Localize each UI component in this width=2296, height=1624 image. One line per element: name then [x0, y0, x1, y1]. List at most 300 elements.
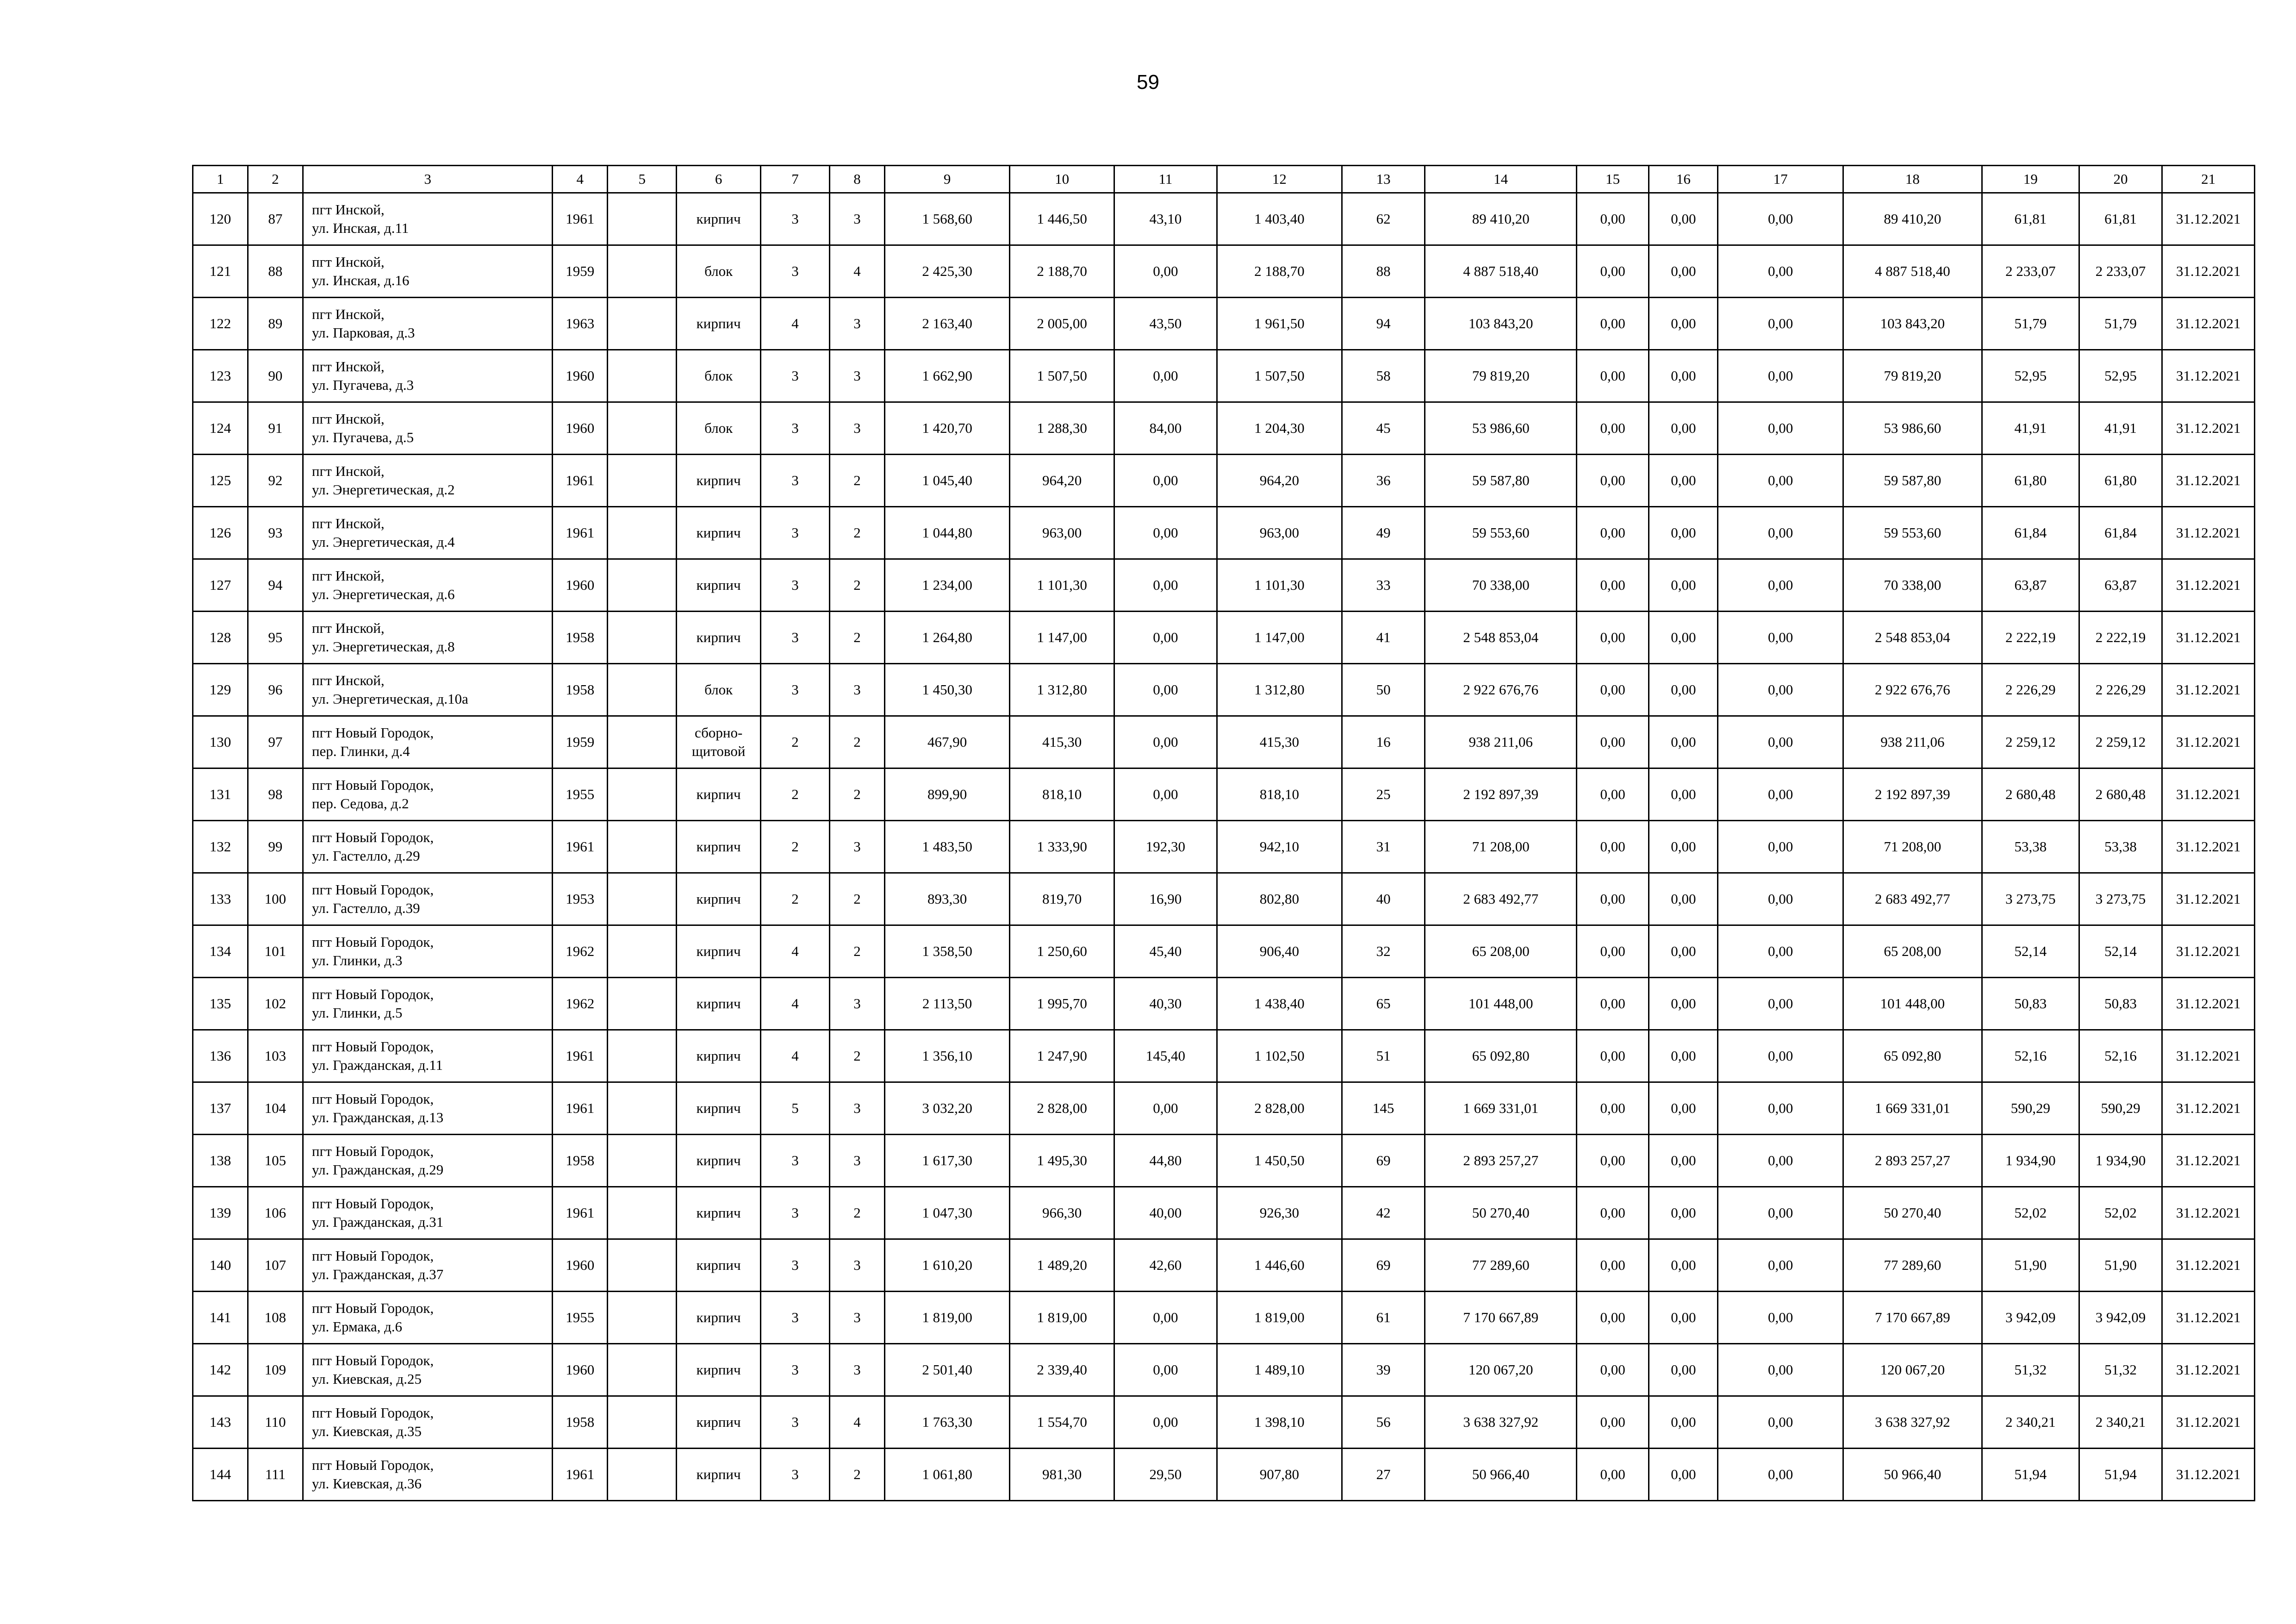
column-number-header: 15	[1577, 166, 1649, 193]
living-area-cell: 415,30	[1010, 716, 1114, 768]
rate-cell: 53,38	[1982, 821, 2079, 873]
date-cell: 31.12.2021	[2162, 716, 2255, 768]
material-line: блок	[704, 681, 733, 698]
area-cell: 0,00	[1114, 1082, 1217, 1135]
floors-cell: 3	[760, 1292, 829, 1344]
material-line: кирпич	[696, 1205, 741, 1221]
amount-cell: 1 669 331,01	[1843, 1082, 1982, 1135]
rate-cell: 51,79	[2079, 298, 2162, 350]
amount-cell: 0,00	[1577, 1082, 1649, 1135]
residents-cell: 39	[1342, 1344, 1425, 1396]
row-number-cell: 122	[193, 298, 248, 350]
total-area-cell: 1 047,30	[885, 1187, 1010, 1239]
rate-cell: 1 934,90	[1982, 1135, 2079, 1187]
year-built-cell: 1960	[553, 559, 608, 612]
area-cell: 40,00	[1114, 1187, 1217, 1239]
amount-cell: 2 548 853,04	[1425, 612, 1577, 664]
address-cell	[303, 821, 552, 873]
column-number-header: 1	[193, 166, 248, 193]
amount-cell: 0,00	[1577, 1239, 1649, 1292]
year-built-cell: 1958	[553, 1135, 608, 1187]
row-number-cell: 129	[193, 664, 248, 716]
wall-material-cell	[677, 350, 760, 402]
address-line: пер. Седова, д.2	[311, 795, 409, 812]
house-id-cell: 98	[248, 768, 303, 821]
entrances-cell: 3	[830, 298, 885, 350]
amount-cell: 0,00	[1649, 350, 1718, 402]
rate-cell: 52,95	[2079, 350, 2162, 402]
amount-cell: 77 289,60	[1425, 1239, 1577, 1292]
row-number-cell: 133	[193, 873, 248, 925]
rate-cell: 2 259,12	[1982, 716, 2079, 768]
amount-cell: 0,00	[1649, 193, 1718, 245]
wall-material-cell	[677, 1449, 760, 1501]
amount-cell: 0,00	[1649, 1292, 1718, 1344]
amount-cell: 1 669 331,01	[1425, 1082, 1577, 1135]
rate-cell: 61,84	[1982, 507, 2079, 559]
total-area-cell: 2 163,40	[885, 298, 1010, 350]
amount-cell: 0,00	[1718, 245, 1843, 298]
house-id-cell: 90	[248, 350, 303, 402]
house-id-cell: 107	[248, 1239, 303, 1292]
address-cell	[303, 455, 552, 507]
address-line: ул. Гражданская, д.11	[311, 1057, 443, 1073]
amount-cell: 70 338,00	[1425, 559, 1577, 612]
address-line: ул. Глинки, д.5	[311, 1005, 403, 1021]
floors-cell: 3	[760, 559, 829, 612]
wall-material-cell	[677, 925, 760, 978]
year-built-cell: 1960	[553, 1239, 608, 1292]
empty-cell	[608, 507, 677, 559]
rate-cell: 590,29	[1982, 1082, 2079, 1135]
table-row	[193, 507, 2255, 559]
address-line: ул. Гастелло, д.39	[311, 900, 420, 916]
house-id-cell: 105	[248, 1135, 303, 1187]
floors-cell: 4	[760, 978, 829, 1030]
address-line: ул. Инская, д.11	[311, 220, 409, 236]
address-line: ул. Гражданская, д.31	[311, 1214, 444, 1230]
address-cell	[303, 1239, 552, 1292]
table-row	[193, 455, 2255, 507]
residents-cell: 56	[1342, 1396, 1425, 1449]
wall-material-cell	[677, 716, 760, 768]
address-line: пгт Новый Городок,	[311, 881, 434, 898]
year-built-cell: 1958	[553, 664, 608, 716]
total-area-cell: 1 450,30	[885, 664, 1010, 716]
address-line: пгт Новый Городок,	[311, 1457, 434, 1473]
address-cell	[303, 559, 552, 612]
amount-cell: 0,00	[1577, 1344, 1649, 1396]
area-cell: 0,00	[1114, 1292, 1217, 1344]
table-row	[193, 193, 2255, 245]
total-area-cell: 1 264,80	[885, 612, 1010, 664]
amount-cell: 0,00	[1649, 1239, 1718, 1292]
rate-cell: 590,29	[2079, 1082, 2162, 1135]
row-number-cell: 128	[193, 612, 248, 664]
amount-cell: 0,00	[1718, 612, 1843, 664]
column-number-header: 13	[1342, 166, 1425, 193]
address-line: ул. Ермака, д.6	[311, 1318, 403, 1335]
amount-cell: 2 192 897,39	[1843, 768, 1982, 821]
year-built-cell: 1953	[553, 873, 608, 925]
rate-cell: 61,84	[2079, 507, 2162, 559]
wall-material-cell	[677, 1135, 760, 1187]
floors-cell: 2	[760, 821, 829, 873]
amount-cell: 0,00	[1577, 1187, 1649, 1239]
date-cell: 31.12.2021	[2162, 925, 2255, 978]
residents-cell: 31	[1342, 821, 1425, 873]
living-area-cell: 1 507,50	[1010, 350, 1114, 402]
amount-cell: 0,00	[1577, 821, 1649, 873]
row-number-cell: 121	[193, 245, 248, 298]
address-line: пгт Инской,	[311, 568, 385, 584]
area-cell: 1 147,00	[1217, 612, 1342, 664]
rate-cell: 51,79	[1982, 298, 2079, 350]
address-cell	[303, 1449, 552, 1501]
amount-cell: 59 587,80	[1425, 455, 1577, 507]
address-cell	[303, 1030, 552, 1082]
entrances-cell: 3	[830, 1292, 885, 1344]
residents-cell: 49	[1342, 507, 1425, 559]
residents-cell: 94	[1342, 298, 1425, 350]
living-area-cell: 1 247,90	[1010, 1030, 1114, 1082]
table-row	[193, 873, 2255, 925]
rate-cell: 63,87	[1982, 559, 2079, 612]
living-area-cell: 1 101,30	[1010, 559, 1114, 612]
address-line: пгт Новый Городок,	[311, 1248, 434, 1264]
column-number-header: 16	[1649, 166, 1718, 193]
area-cell: 1 204,30	[1217, 402, 1342, 455]
area-cell: 44,80	[1114, 1135, 1217, 1187]
entrances-cell: 3	[830, 193, 885, 245]
row-number-cell: 130	[193, 716, 248, 768]
row-number-cell: 141	[193, 1292, 248, 1344]
material-line: кирпич	[696, 1309, 741, 1325]
amount-cell: 0,00	[1718, 821, 1843, 873]
amount-cell: 0,00	[1649, 925, 1718, 978]
address-cell	[303, 925, 552, 978]
amount-cell: 2 922 676,76	[1425, 664, 1577, 716]
table-row	[193, 559, 2255, 612]
rate-cell: 41,91	[2079, 402, 2162, 455]
table-row	[193, 1344, 2255, 1396]
rate-cell: 3 942,09	[2079, 1292, 2162, 1344]
address-line: ул. Энергетическая, д.8	[311, 638, 455, 655]
amount-cell: 2 893 257,27	[1843, 1135, 1982, 1187]
date-cell: 31.12.2021	[2162, 350, 2255, 402]
address-line: ул. Парковая, д.3	[311, 325, 415, 341]
column-number-header: 18	[1843, 166, 1982, 193]
amount-cell: 0,00	[1718, 1135, 1843, 1187]
rate-cell: 2 226,29	[1982, 664, 2079, 716]
row-number-cell: 131	[193, 768, 248, 821]
living-area-cell: 2 828,00	[1010, 1082, 1114, 1135]
amount-cell: 0,00	[1577, 1030, 1649, 1082]
amount-cell: 0,00	[1577, 716, 1649, 768]
amount-cell: 0,00	[1649, 1449, 1718, 1501]
material-line: кирпич	[696, 1362, 741, 1378]
row-number-cell: 132	[193, 821, 248, 873]
table-row	[193, 1239, 2255, 1292]
floors-cell: 3	[760, 1239, 829, 1292]
empty-cell	[608, 664, 677, 716]
wall-material-cell	[677, 1396, 760, 1449]
wall-material-cell	[677, 1239, 760, 1292]
table-row	[193, 298, 2255, 350]
year-built-cell: 1961	[553, 1082, 608, 1135]
area-cell: 16,90	[1114, 873, 1217, 925]
amount-cell: 0,00	[1577, 1292, 1649, 1344]
area-cell: 1 102,50	[1217, 1030, 1342, 1082]
date-cell: 31.12.2021	[2162, 455, 2255, 507]
address-line: пгт Новый Городок,	[311, 1143, 434, 1159]
amount-cell: 59 553,60	[1425, 507, 1577, 559]
total-area-cell: 2 501,40	[885, 1344, 1010, 1396]
wall-material-cell	[677, 402, 760, 455]
column-number-header: 7	[760, 166, 829, 193]
living-area-cell: 1 288,30	[1010, 402, 1114, 455]
amount-cell: 938 211,06	[1843, 716, 1982, 768]
floors-cell: 3	[760, 1396, 829, 1449]
material-line: кирпич	[696, 943, 741, 959]
empty-cell	[608, 1135, 677, 1187]
residents-cell: 50	[1342, 664, 1425, 716]
table-body	[193, 193, 2255, 1501]
row-number-cell: 123	[193, 350, 248, 402]
house-id-cell: 109	[248, 1344, 303, 1396]
material-line: блок	[704, 420, 733, 436]
row-number-cell: 144	[193, 1449, 248, 1501]
amount-cell: 0,00	[1577, 245, 1649, 298]
living-area-cell: 1 554,70	[1010, 1396, 1114, 1449]
wall-material-cell	[677, 507, 760, 559]
amount-cell: 0,00	[1718, 1292, 1843, 1344]
total-area-cell: 1 356,10	[885, 1030, 1010, 1082]
floors-cell: 3	[760, 1344, 829, 1396]
address-line: пгт Новый Городок,	[311, 986, 434, 1002]
date-cell: 31.12.2021	[2162, 507, 2255, 559]
wall-material-cell	[677, 821, 760, 873]
area-cell: 29,50	[1114, 1449, 1217, 1501]
living-area-cell: 819,70	[1010, 873, 1114, 925]
entrances-cell: 2	[830, 768, 885, 821]
amount-cell: 65 208,00	[1843, 925, 1982, 978]
date-cell: 31.12.2021	[2162, 768, 2255, 821]
amount-cell: 0,00	[1718, 1030, 1843, 1082]
amount-cell: 77 289,60	[1843, 1239, 1982, 1292]
address-cell	[303, 664, 552, 716]
area-cell: 0,00	[1114, 245, 1217, 298]
rate-cell: 2 680,48	[2079, 768, 2162, 821]
empty-cell	[608, 873, 677, 925]
amount-cell: 59 553,60	[1843, 507, 1982, 559]
area-cell: 964,20	[1217, 455, 1342, 507]
empty-cell	[608, 245, 677, 298]
area-cell: 942,10	[1217, 821, 1342, 873]
house-id-cell: 106	[248, 1187, 303, 1239]
date-cell: 31.12.2021	[2162, 193, 2255, 245]
entrances-cell: 2	[830, 873, 885, 925]
amount-cell: 65 208,00	[1425, 925, 1577, 978]
amount-cell: 0,00	[1718, 1449, 1843, 1501]
amount-cell: 70 338,00	[1843, 559, 1982, 612]
entrances-cell: 3	[830, 350, 885, 402]
amount-cell: 0,00	[1577, 455, 1649, 507]
amount-cell: 0,00	[1577, 768, 1649, 821]
area-cell: 1 961,50	[1217, 298, 1342, 350]
date-cell: 31.12.2021	[2162, 1187, 2255, 1239]
amount-cell: 0,00	[1649, 1082, 1718, 1135]
entrances-cell: 4	[830, 245, 885, 298]
living-area-cell: 966,30	[1010, 1187, 1114, 1239]
column-number-header: 12	[1217, 166, 1342, 193]
area-cell: 43,10	[1114, 193, 1217, 245]
address-cell	[303, 193, 552, 245]
year-built-cell: 1960	[553, 402, 608, 455]
amount-cell: 0,00	[1649, 873, 1718, 925]
amount-cell: 2 548 853,04	[1843, 612, 1982, 664]
house-id-cell: 97	[248, 716, 303, 768]
entrances-cell: 2	[830, 1187, 885, 1239]
address-cell	[303, 1292, 552, 1344]
amount-cell: 2 683 492,77	[1425, 873, 1577, 925]
row-number-cell: 135	[193, 978, 248, 1030]
address-cell	[303, 1082, 552, 1135]
address-line: ул. Гражданская, д.13	[311, 1109, 444, 1125]
date-cell: 31.12.2021	[2162, 612, 2255, 664]
total-area-cell: 1 763,30	[885, 1396, 1010, 1449]
living-area-cell: 1 446,50	[1010, 193, 1114, 245]
amount-cell: 0,00	[1649, 559, 1718, 612]
year-built-cell: 1961	[553, 821, 608, 873]
year-built-cell: 1961	[553, 507, 608, 559]
area-cell: 1 489,10	[1217, 1344, 1342, 1396]
total-area-cell: 1 420,70	[885, 402, 1010, 455]
rate-cell: 3 273,75	[1982, 873, 2079, 925]
area-cell: 192,30	[1114, 821, 1217, 873]
residents-cell: 41	[1342, 612, 1425, 664]
living-area-cell: 1 312,80	[1010, 664, 1114, 716]
living-area-cell: 1 250,60	[1010, 925, 1114, 978]
residents-cell: 61	[1342, 1292, 1425, 1344]
area-cell: 818,10	[1217, 768, 1342, 821]
amount-cell: 0,00	[1577, 612, 1649, 664]
amount-cell: 103 843,20	[1425, 298, 1577, 350]
empty-cell	[608, 559, 677, 612]
floors-cell: 3	[760, 507, 829, 559]
material-line: щитовой	[691, 743, 746, 759]
entrances-cell: 2	[830, 507, 885, 559]
date-cell: 31.12.2021	[2162, 1449, 2255, 1501]
residents-cell: 33	[1342, 559, 1425, 612]
area-cell: 963,00	[1217, 507, 1342, 559]
wall-material-cell	[677, 873, 760, 925]
amount-cell: 0,00	[1649, 1396, 1718, 1449]
date-cell: 31.12.2021	[2162, 978, 2255, 1030]
amount-cell: 0,00	[1577, 507, 1649, 559]
living-area-cell: 981,30	[1010, 1449, 1114, 1501]
amount-cell: 0,00	[1649, 716, 1718, 768]
column-number-header: 14	[1425, 166, 1577, 193]
column-number-header: 10	[1010, 166, 1114, 193]
row-number-cell: 143	[193, 1396, 248, 1449]
residents-cell: 45	[1342, 402, 1425, 455]
address-line: ул. Гастелло, д.29	[311, 848, 420, 864]
empty-cell	[608, 402, 677, 455]
table-row	[193, 1082, 2255, 1135]
total-area-cell: 1 234,00	[885, 559, 1010, 612]
residents-cell: 145	[1342, 1082, 1425, 1135]
living-area-cell: 2 005,00	[1010, 298, 1114, 350]
amount-cell: 0,00	[1649, 1344, 1718, 1396]
table-row	[193, 716, 2255, 768]
living-area-cell: 1 147,00	[1010, 612, 1114, 664]
residents-cell: 69	[1342, 1135, 1425, 1187]
material-line: кирпич	[696, 1048, 741, 1064]
row-number-cell: 125	[193, 455, 248, 507]
amount-cell: 0,00	[1649, 821, 1718, 873]
entrances-cell: 2	[830, 612, 885, 664]
material-line: кирпич	[696, 891, 741, 907]
empty-cell	[608, 612, 677, 664]
date-cell: 31.12.2021	[2162, 873, 2255, 925]
year-built-cell: 1958	[553, 1396, 608, 1449]
amount-cell: 2 922 676,76	[1843, 664, 1982, 716]
empty-cell	[608, 1344, 677, 1396]
material-line: кирпич	[696, 1100, 741, 1116]
area-cell: 1 438,40	[1217, 978, 1342, 1030]
total-area-cell: 893,30	[885, 873, 1010, 925]
floors-cell: 3	[760, 1135, 829, 1187]
amount-cell: 79 819,20	[1425, 350, 1577, 402]
address-line: пгт Новый Городок,	[311, 1352, 434, 1368]
address-cell	[303, 612, 552, 664]
row-number-cell: 127	[193, 559, 248, 612]
address-line: пгт Новый Городок,	[311, 1195, 434, 1212]
material-line: кирпич	[696, 1257, 741, 1273]
empty-cell	[608, 1449, 677, 1501]
amount-cell: 65 092,80	[1425, 1030, 1577, 1082]
house-id-cell: 111	[248, 1449, 303, 1501]
area-cell: 84,00	[1114, 402, 1217, 455]
floors-cell: 3	[760, 245, 829, 298]
area-cell: 1 101,30	[1217, 559, 1342, 612]
house-id-cell: 88	[248, 245, 303, 298]
rate-cell: 52,16	[1982, 1030, 2079, 1082]
house-id-cell: 93	[248, 507, 303, 559]
date-cell: 31.12.2021	[2162, 559, 2255, 612]
house-id-cell: 100	[248, 873, 303, 925]
material-line: кирпич	[696, 1414, 741, 1430]
wall-material-cell	[677, 1292, 760, 1344]
address-line: пгт Инской,	[311, 620, 385, 636]
date-cell: 31.12.2021	[2162, 1396, 2255, 1449]
material-line: блок	[704, 368, 733, 384]
residents-cell: 69	[1342, 1239, 1425, 1292]
rate-cell: 51,90	[2079, 1239, 2162, 1292]
total-area-cell: 1 045,40	[885, 455, 1010, 507]
area-cell: 0,00	[1114, 559, 1217, 612]
date-cell: 31.12.2021	[2162, 821, 2255, 873]
residents-cell: 40	[1342, 873, 1425, 925]
living-area-cell: 1 819,00	[1010, 1292, 1114, 1344]
address-line: ул. Киевская, д.25	[311, 1371, 422, 1387]
floors-cell: 2	[760, 716, 829, 768]
amount-cell: 0,00	[1577, 402, 1649, 455]
entrances-cell: 3	[830, 1135, 885, 1187]
entrances-cell: 2	[830, 559, 885, 612]
address-line: ул. Киевская, д.36	[311, 1475, 422, 1492]
